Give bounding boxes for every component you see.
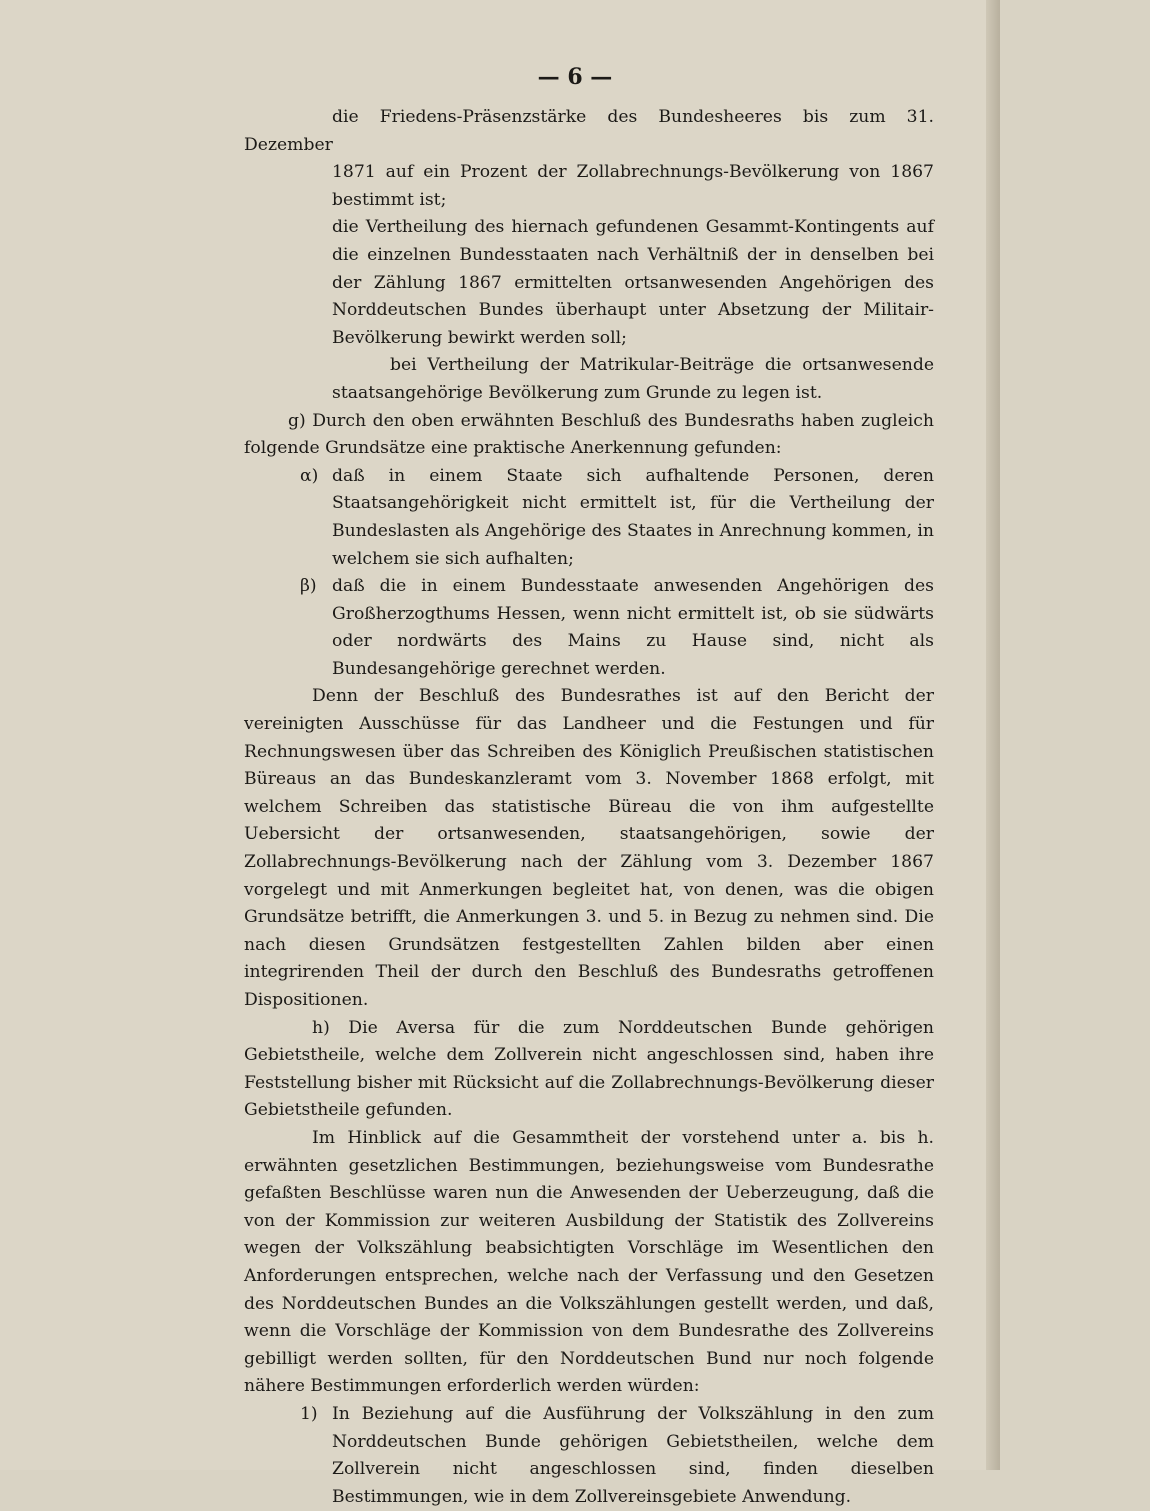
page-number: — 6 — <box>537 64 613 90</box>
body-text <box>244 104 934 1511</box>
paragraph-f2 <box>244 214 934 352</box>
paragraph-g: g) Durch den oben erwähnten Beschluß des Bundesraths haben zugleich folgende Grundsätze eine praktische Anerkennung gefunden: <box>244 410 934 459</box>
item-alpha-label: α) <box>300 465 319 486</box>
paragraph-f1-line1: die Friedens-Präsenzstärke des Bundesheeres bis zum 31. Dezember <box>244 107 934 155</box>
item-one <box>244 1401 934 1511</box>
paragraph-f3 <box>244 352 934 407</box>
item-one-text: In Beziehung auf die Ausführung der Volkszählung in den zum Norddeutschen Bunde gehörigen Gebietstheilen, welche dem Zollverein nicht angeschlossen sind, finden dieselben Bestimmungen, wie in dem Zollvereinsgebiete Anwendung. <box>332 1403 934 1507</box>
item-alpha <box>244 463 934 573</box>
item-one-label: 1) <box>300 1403 318 1424</box>
item-beta <box>244 573 934 683</box>
paragraph-f3-text: bei Vertheilung der Matrikular-Beiträge die ortsanwesende staatsangehörige Bevölkerung zum Grunde zu legen ist. <box>332 355 934 403</box>
paragraph-h: h) Die Aversa für die zum Norddeutschen Bunde gehörigen Gebietstheile, welche dem Zollverein nicht angeschlossen sind, haben ihre Feststellung bisher mit Rücksicht auf die Zollabrechnungs-Bevölkerung dieser Gebietstheile gefunden. <box>244 1017 934 1121</box>
paragraph-f1-rest: 1871 auf ein Prozent der Zollabrechnungs-Bevölkerung von 1867 bestimmt ist; <box>332 162 934 210</box>
paragraph-denn: Denn der Beschluß des Bundesrathes ist auf den Bericht der vereinigten Ausschüsse für das Landheer und die Festungen und für Rechnungswesen über das Schreiben des Königlich Preußischen statistischen Büreaus an das Bundeskanzleramt vom 3. November 1868 erfolgt, mit welchem Schreiben das statistische Büreau die von ihm aufgestellte Uebersicht der ortsanwesenden, staatsangehörigen, sowie der Zollabrechnungs-Bevölkerung nach der Zählung vom 3. Dezember 1867 vorgelegt und mit Anmerkungen begleitet hat, von denen, was die obigen Grundsätze betrifft, die Anmerkungen 3. und 5. in Bezug zu nehmen sind. Die nach diesen Grundsätzen festgestellten Zahlen bilden aber einen integrirenden Theil der durch den Beschluß des Bundesraths getroffenen Dispositionen. <box>244 686 934 1010</box>
item-alpha-text: daß in einem Staate sich aufhaltende Personen, deren Staatsangehörigkeit nicht ermittelt ist, für die Vertheilung der Bundeslasten als Angehörige des Staates in Anrechnung kommen, in welchem sie sich aufhalten; <box>332 465 934 569</box>
item-beta-label: β) <box>300 576 317 597</box>
paragraph-f2-text: die Vertheilung des hiernach gefundenen Gesammt-Kontingents auf die einzelnen Bundesstaaten nach Verhältniß der in denselben bei der Zählung 1867 ermittelten ortsanwesenden Angehörigen des Norddeutschen Bundes überhaupt unter Absetzung der Militair-Bevölkerung bewirkt werden soll; <box>332 217 934 348</box>
item-beta-text: daß die in einem Bundesstaate anwesenden Angehörigen des Großherzogthums Hessen, wenn nicht ermittelt ist, ob sie südwärts oder nordwärts des Mains zu Hause sind, nicht als Bundesangehörige gerechnet werden. <box>332 576 934 679</box>
paragraph-im-hinblick: Im Hinblick auf die Gesammtheit der vorstehend unter a. bis h. erwähnten gesetzlichen Bestimmungen, beziehungsweise vom Bundesrathe gefaßten Beschlüsse waren nun die Anwesenden der Ueberzeugung, daß die von der Kommission zur weiteren Ausbildung der Statistik des Zollvereins wegen der Volkszählung beabsichtigten Vorschläge im Wesentlichen den Anforderungen entsprechen, welche nach der Verfassung und den Gesetzen des Norddeutschen Bundes an die Volkszählungen gestellt werden, und daß, wenn die Vorschläge der Kommission von dem Bundesrathe des Zollvereins gebilligt werden sollten, für den Norddeutschen Bund nur noch folgende nähere Bestimmungen erforderlich werden würden: <box>244 1127 934 1397</box>
page-edge <box>986 0 1000 1470</box>
